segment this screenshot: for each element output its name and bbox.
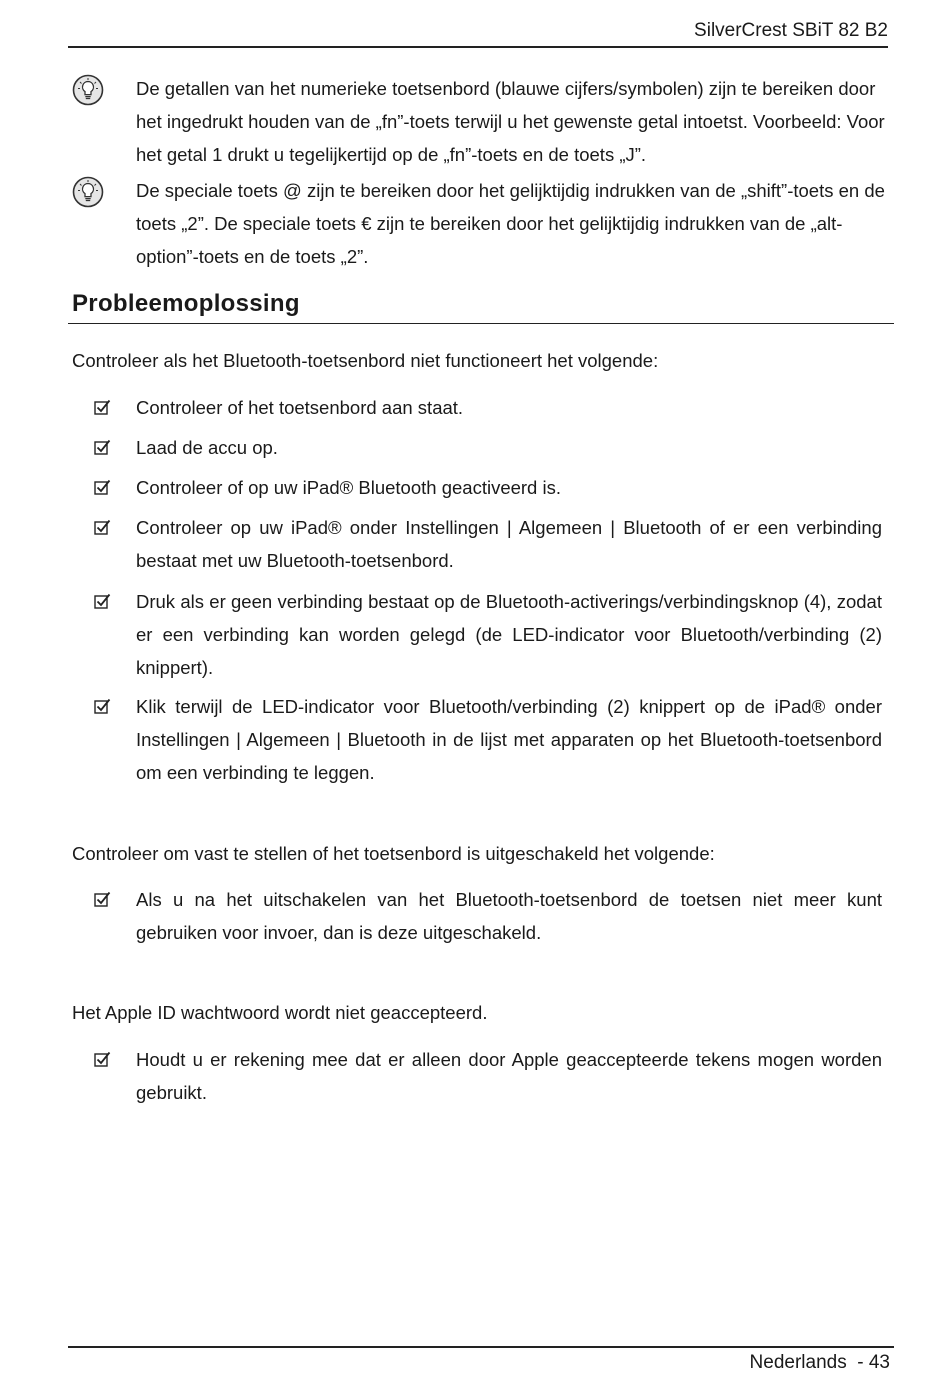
- checklist-item-text: Controleer of op uw iPad® Bluetooth geactiveerd is.: [136, 477, 561, 498]
- checklist-item: [94, 585, 882, 684]
- checklist-item-text: Controleer op uw iPad® onder Instellingen | Algemeen | Bluetooth of er een verbinding bestaat met uw Bluetooth-toetsenbord.: [136, 517, 882, 571]
- intro-text: Controleer als het Bluetooth-toetsenbord niet functioneert het volgende:: [72, 350, 659, 371]
- checklist-item: [94, 690, 882, 789]
- checked-box-icon: [94, 593, 111, 610]
- header-divider: [68, 46, 888, 48]
- checklist-item: [94, 1043, 882, 1109]
- page-header-title: SilverCrest SBiT 82 B2: [694, 20, 888, 41]
- tip-text: De speciale toets @ zijn te bereiken door het gelijktijdig indrukken van de „shift”-toets en de toets „2”. De speciale toets € zijn te bereiken door het gelijktijdig indrukken van de „alt-option”-toets en de toets „2”.: [136, 180, 885, 267]
- checklist-item-text: Druk als er geen verbinding bestaat op de Bluetooth-activerings/verbindingsknop (4), zodat er een verbinding kan worden gelegd (de LED-indicator voor Bluetooth/verbinding (2) knippert).: [136, 591, 882, 678]
- checked-box-icon: [94, 891, 111, 908]
- checked-box-icon: [94, 519, 111, 536]
- checked-box-icon: [94, 698, 111, 715]
- intro-text: Het Apple ID wachtwoord wordt niet geaccepteerd.: [72, 1002, 488, 1023]
- checklist-item: [94, 431, 882, 464]
- checklist-item-text: Als u na het uitschakelen van het Bluetooth-toetsenbord de toetsen niet meer kunt gebruiken voor invoer, dan is deze uitgeschakeld.: [136, 889, 882, 943]
- heading-divider: [68, 323, 894, 324]
- tip-note: [72, 174, 892, 273]
- checklist-item-text: Laad de accu op.: [136, 437, 278, 458]
- tip-note: [72, 72, 892, 171]
- intro-text: Controleer om vast te stellen of het toetsenbord is uitgeschakeld het volgende:: [72, 843, 715, 864]
- checklist-item: [94, 471, 882, 504]
- footer-divider: [68, 1346, 894, 1348]
- checklist-item: [94, 511, 882, 577]
- checklist-item-text: Houdt u er rekening mee dat er alleen door Apple geaccepteerde tekens mogen worden gebruikt.: [136, 1049, 882, 1103]
- lightbulb-tip-icon: [72, 74, 104, 106]
- checked-box-icon: [94, 1051, 111, 1068]
- lightbulb-tip-icon: [72, 176, 104, 208]
- checklist-item-text: Klik terwijl de LED-indicator voor Bluetooth/verbinding (2) knippert op de iPad® onder Instellingen | Algemeen | Bluetooth in de lijst met apparaten op het Bluetooth-toetsenbord om een verbinding te leggen.: [136, 696, 882, 783]
- tip-text: De getallen van het numerieke toetsenbord (blauwe cijfers/symbolen) zijn te bereiken door het ingedrukt houden van de „fn”-toets terwijl u het gewenste getal intoetst. Voorbeeld: Voor het getal 1 drukt u tegelijkertijd op de „fn”-toets en de toets „J”.: [136, 78, 885, 165]
- checklist-item-text: Controleer of het toetsenbord aan staat.: [136, 397, 464, 418]
- checked-box-icon: [94, 439, 111, 456]
- page-footer: Nederlands - 43: [749, 1352, 890, 1373]
- section-heading: Probleemoplossing: [72, 290, 300, 317]
- checked-box-icon: [94, 479, 111, 496]
- checked-box-icon: [94, 399, 111, 416]
- checklist-item: [94, 391, 882, 424]
- checklist-item: [94, 883, 882, 949]
